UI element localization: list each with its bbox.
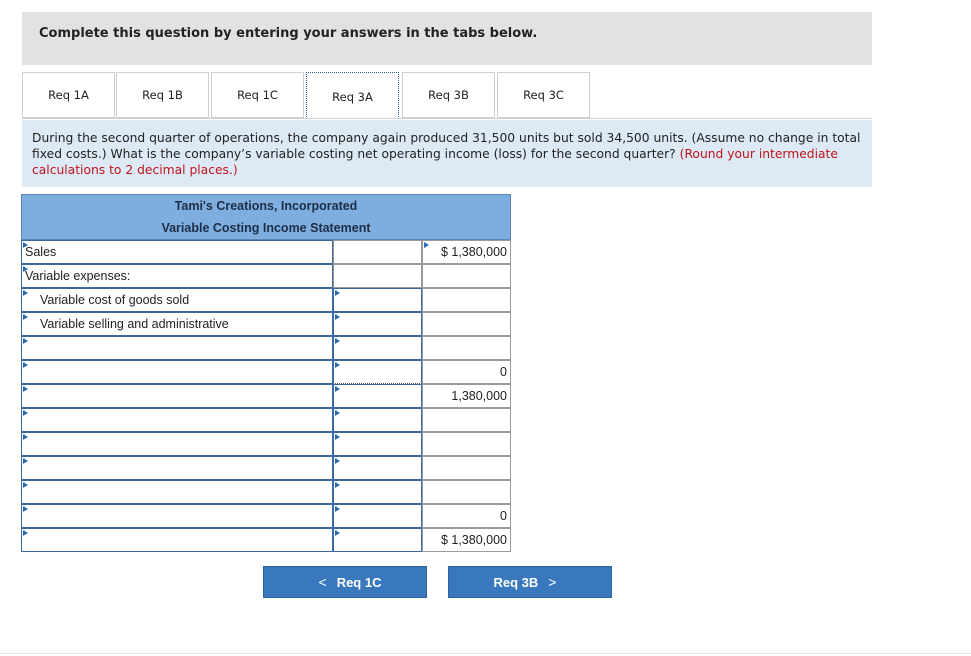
statement-row: [21, 264, 511, 288]
tab-req-3c[interactable]: Req 3C: [497, 72, 590, 118]
company-name: Tami's Creations, Incorporated: [174, 199, 358, 213]
row-label: Variable expenses:: [25, 269, 131, 283]
row-label-input[interactable]: [21, 336, 333, 360]
row-label: Variable cost of goods sold: [40, 293, 190, 307]
dropdown-marker-icon: [23, 434, 28, 440]
dropdown-marker-icon: [23, 290, 28, 296]
tab-req-3a[interactable]: Req 3A: [306, 72, 399, 121]
chevron-right-icon: >: [548, 574, 557, 590]
tab-req-1a[interactable]: Req 1A: [22, 72, 115, 118]
next-button[interactable]: [448, 566, 612, 598]
prev-button-label: Req 1C: [336, 574, 382, 590]
middle-amount-input[interactable]: [333, 240, 422, 264]
right-amount-input[interactable]: [422, 480, 511, 504]
right-amount-cell: [422, 528, 511, 552]
row-label-input[interactable]: [21, 528, 333, 552]
middle-amount-input[interactable]: [333, 504, 422, 528]
right-amount-cell: [422, 504, 511, 528]
statement-row: [21, 480, 511, 504]
footer-divider: [0, 653, 971, 654]
instructions-banner: [22, 12, 872, 65]
right-amount-input[interactable]: [422, 432, 511, 456]
right-amount-cell: [422, 240, 511, 264]
next-button-label: Req 3B: [493, 574, 539, 590]
right-amount: 0: [500, 365, 507, 379]
question-text: During the second quarter of operations, the company again produced 31,500 units but sold 34,500 units. (Assume no change in total fixed costs.) What is the company’s variable costing net operating income (loss) for the second quarter?: [32, 131, 861, 161]
tab-req-1b[interactable]: Req 1B: [116, 72, 209, 118]
tab-req-1c[interactable]: Req 1C: [211, 72, 304, 118]
right-amount-input[interactable]: [422, 456, 511, 480]
dropdown-marker-icon: [23, 338, 28, 344]
dropdown-marker-icon: [23, 482, 28, 488]
middle-amount-input[interactable]: [333, 432, 422, 456]
dropdown-marker-icon: [23, 266, 28, 272]
row-label-input[interactable]: [21, 408, 333, 432]
right-amount-input[interactable]: [422, 264, 511, 288]
dropdown-marker-icon: [23, 506, 28, 512]
row-label-input[interactable]: [21, 240, 333, 264]
row-label-input[interactable]: [21, 288, 333, 312]
row-label-input[interactable]: [21, 360, 333, 384]
middle-amount-input[interactable]: [333, 528, 422, 552]
right-amount-input[interactable]: [422, 288, 511, 312]
dropdown-marker-icon: [335, 506, 340, 512]
middle-amount-input[interactable]: [333, 264, 422, 288]
dropdown-marker-icon: [23, 410, 28, 416]
income-statement: [21, 194, 511, 547]
statement-row: [21, 288, 511, 312]
right-amount-input[interactable]: [422, 336, 511, 360]
row-label-input[interactable]: [21, 264, 333, 288]
middle-amount-input[interactable]: [333, 456, 422, 480]
statement-row: [21, 504, 511, 528]
middle-amount-input[interactable]: [333, 360, 422, 384]
dropdown-marker-icon: [23, 362, 28, 368]
dropdown-marker-icon: [335, 434, 340, 440]
statement-row: [21, 336, 511, 360]
statement-row: [21, 360, 511, 384]
statement-row: [21, 408, 511, 432]
row-label-input[interactable]: [21, 480, 333, 504]
dropdown-marker-icon: [424, 242, 429, 248]
row-label: Variable selling and administrative: [40, 317, 229, 331]
statement-row: [21, 456, 511, 480]
middle-amount-input[interactable]: [333, 480, 422, 504]
dropdown-marker-icon: [23, 314, 28, 320]
dropdown-marker-icon: [335, 362, 340, 368]
dropdown-marker-icon: [23, 530, 28, 536]
dropdown-marker-icon: [335, 338, 340, 344]
right-amount-cell: [422, 384, 511, 408]
dropdown-marker-icon: [335, 290, 340, 296]
right-amount: 0: [500, 509, 507, 523]
chevron-left-icon: <: [318, 574, 327, 590]
dropdown-marker-icon: [335, 314, 340, 320]
dropdown-marker-icon: [23, 458, 28, 464]
row-label-input[interactable]: [21, 456, 333, 480]
middle-amount-input[interactable]: [333, 384, 422, 408]
middle-amount-input[interactable]: [333, 288, 422, 312]
right-amount: $ 1,380,000: [440, 533, 507, 547]
tab-req-3b[interactable]: Req 3B: [402, 72, 495, 118]
statement-row: [21, 312, 511, 336]
right-amount-input[interactable]: [422, 408, 511, 432]
dropdown-marker-icon: [335, 458, 340, 464]
dropdown-marker-icon: [23, 242, 28, 248]
right-amount-input[interactable]: [422, 312, 511, 336]
prev-button[interactable]: [263, 566, 427, 598]
right-amount: $ 1,380,000: [440, 245, 507, 259]
dropdown-marker-icon: [335, 482, 340, 488]
row-label-input[interactable]: [21, 384, 333, 408]
statement-row: [21, 240, 511, 264]
statement-row: [21, 432, 511, 456]
middle-amount-input[interactable]: [333, 312, 422, 336]
dropdown-marker-icon: [23, 386, 28, 392]
row-label-input[interactable]: [21, 504, 333, 528]
row-label: Sales: [25, 245, 57, 259]
right-amount-cell: [422, 360, 511, 384]
question-panel: [22, 120, 872, 187]
tab-divider: [22, 118, 872, 119]
statement-row: [21, 384, 511, 408]
statement-title: Variable Costing Income Statement: [161, 221, 371, 235]
question-hint: (Round your intermediate calculations to 2 decimal places.): [32, 147, 838, 177]
right-amount: 1,380,000: [451, 389, 507, 403]
dropdown-marker-icon: [335, 410, 340, 416]
middle-amount-input[interactable]: [333, 408, 422, 432]
middle-amount-input[interactable]: [333, 336, 422, 360]
row-label-input[interactable]: [21, 432, 333, 456]
statement-header: [21, 194, 511, 240]
row-label-input[interactable]: [21, 312, 333, 336]
instructions-text: Complete this question by entering your answers in the tabs below.: [39, 26, 538, 41]
statement-row: [21, 528, 511, 552]
dropdown-marker-icon: [335, 530, 340, 536]
dropdown-marker-icon: [335, 386, 340, 392]
